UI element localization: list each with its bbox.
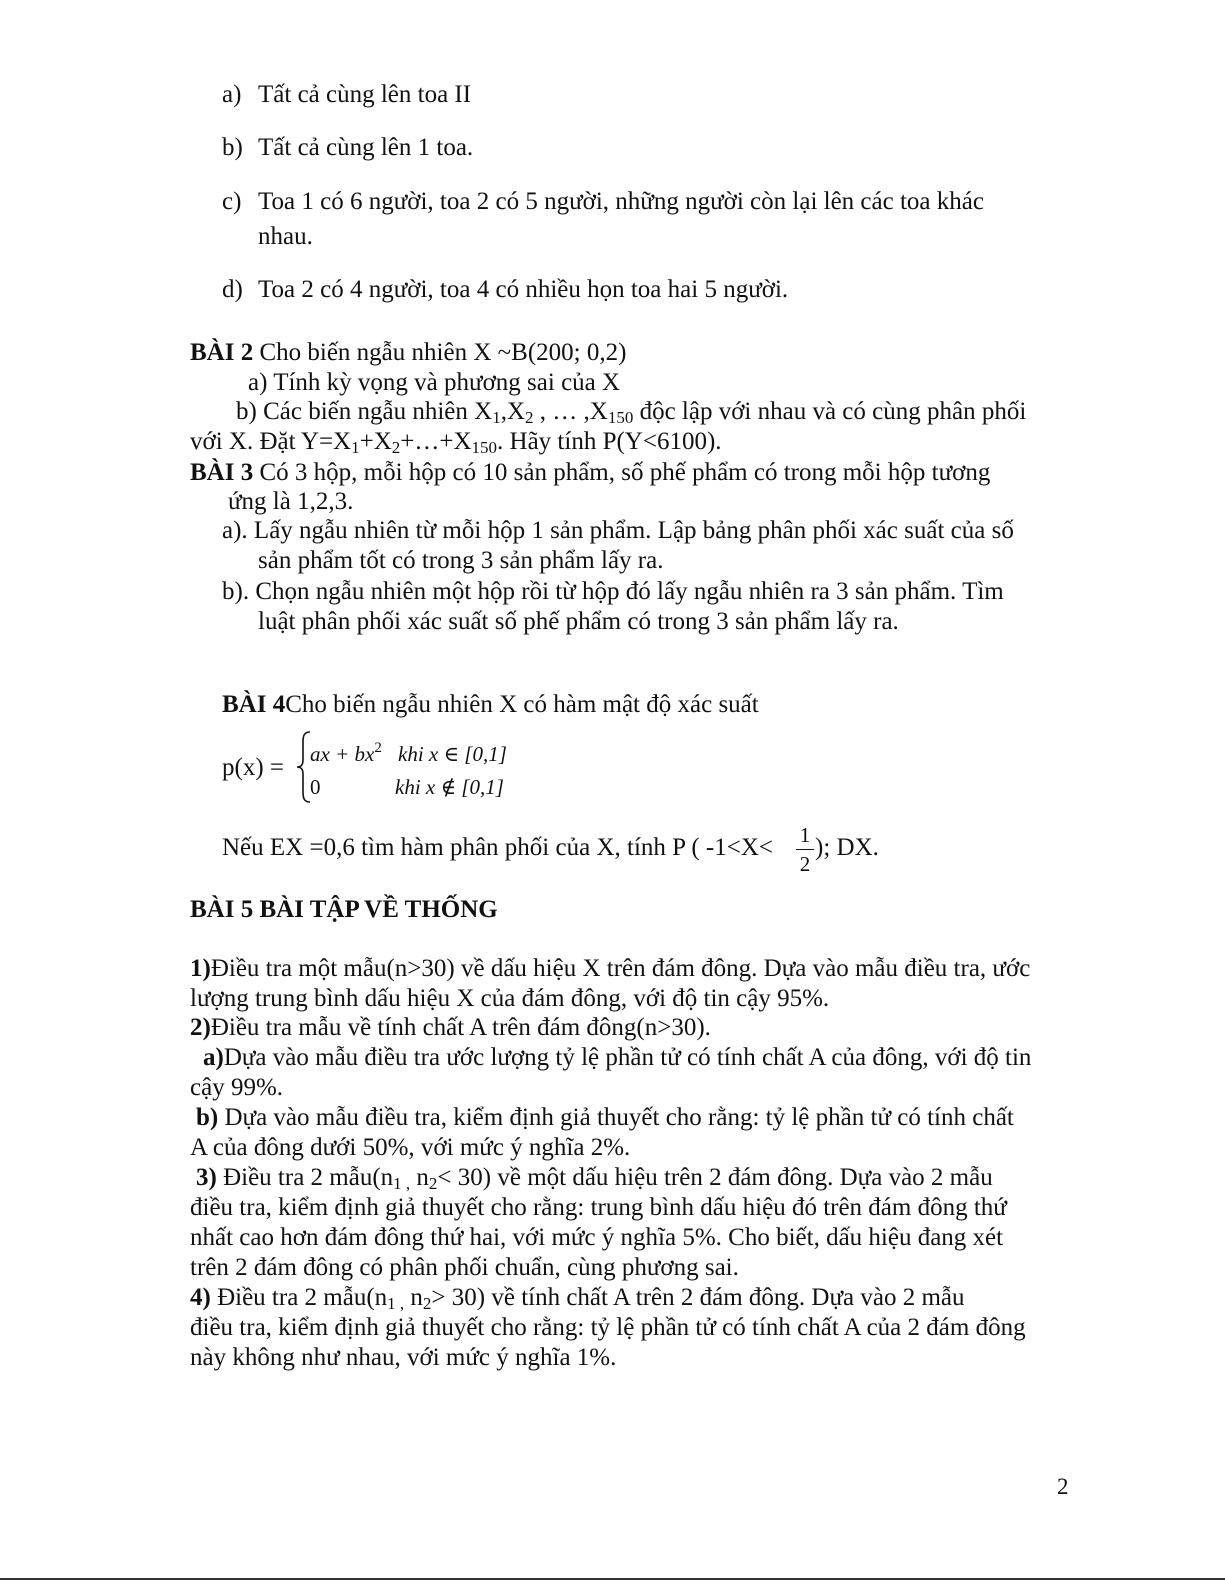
bai2-part-a: a) Tính kỳ vọng và phương sai của X (248, 369, 621, 396)
px-label: p(x) = (222, 754, 284, 781)
case1-condition: khi x ∈ [0,1] (398, 742, 507, 766)
bai2-part-b-line2: với X. Đặt $Y=X_1+X_2+\dots+X_{150}$. Hãy tính P(Y<6100). (190, 428, 722, 457)
bai4-question-part2: ); DX. (815, 834, 879, 861)
bai3-part-b-line1: b). Chọn ngẫu nhiên một hộp rồi từ hộp đó lấy ngẫu nhiên ra 3 sản phẩm. Tìm (222, 578, 1004, 605)
bai3-title-line: BÀI 3 Có 3 hộp, mỗi hộp có 10 sản phẩm, số phế phẩm có trong mỗi hộp tương (190, 459, 991, 486)
bai5-q3-line2: điều tra, kiểm định giả thuyết cho rằng: trung bình dấu hiệu đó trên đám đông thứ (190, 1194, 1007, 1221)
bai3-part-a-line2: sản phẩm tốt có trong 3 sản phẩm lấy ra. (258, 547, 664, 574)
bai5-q2-line1: 2)Điều tra mẫu về tính chất A trên đám đông(n>30). (190, 1014, 711, 1041)
bai5-q3-line1: 3) Điều tra 2 $mẫu(n_{1 ,}$ $n_2< 30$) về một dấu hiệu trên 2 đám đông. Dựa vào 2 mẫu (196, 1164, 993, 1193)
bai3-heading: BÀI 3 (190, 459, 254, 486)
item-marker: a) (222, 81, 242, 108)
item-marker: d) (222, 276, 243, 303)
bai2-part-b-line1: b) Các biến ngẫu nhiên $X_1,X_2$ , … $,X_{150}$ độc lập với nhau và có cùng phân phối (236, 398, 1027, 427)
case1: ax + $bx^2$ (310, 740, 382, 766)
item-text: Toa 2 có 4 người, toa 4 có nhiều họn toa hai 5 người. (258, 276, 789, 303)
bai2-heading: BÀI 2 (190, 339, 254, 366)
case2-condition: khi x ∉ [0,1] (395, 775, 504, 799)
bai3-part-a-line1: a). Lấy ngẫu nhiên từ mỗi hộp 1 sản phẩm. Lập bảng phân phối xác suất của số (222, 517, 1014, 544)
bai5-q2a-line1: a)Dựa vào mẫu điều tra ước lượng tỷ lệ phần tử có tính chất A của đông, với độ tin (203, 1044, 1032, 1071)
item-text: Tất cả cùng lên 1 toa. (258, 134, 474, 161)
bai4-heading: BÀI 4 (222, 691, 286, 718)
item-text: nhau. (258, 223, 313, 250)
bai5-q2b-line1: b) Dựa vào mẫu điều tra, kiểm định giả thuyết cho rằng: tỷ lệ phần tử có tính chất (196, 1104, 1014, 1131)
case2: 0 (310, 775, 321, 799)
fraction-one-half (796, 824, 814, 875)
bai5-q3-line4: trên 2 đám đông có phân phối chuẩn, cùng phương sai. (190, 1254, 739, 1281)
bai5-heading: BÀI 5 BÀI TẬP VỀ THỐNG (190, 896, 498, 923)
page-number: 2 (1057, 1474, 1069, 1499)
bai5-q2b-line2: A của đông dưới 50%, với mức ý nghĩa 2%. (190, 1134, 631, 1161)
bai5-q1-line2: lượng trung bình dấu hiệu X của đám đông, với độ tin cậy 95%. (190, 985, 830, 1012)
frac-denominator: 2 (799, 852, 811, 876)
bai5-q4-line1: 4) Điều tra 2 $mẫu(n_{1 ,}$ $n_2> 30$) về tính chất A trên 2 đám đông. Dựa vào 2 mẫu (190, 1284, 965, 1313)
bai2-intro: Cho biến ngẫu nhiên X ~B(200; 0,2) (253, 339, 627, 366)
bai5-q3-line3: nhất cao hơn đám đông thứ hai, với mức ý nghĩa 5%. Cho biết, dấu hiệu đang xét (190, 1224, 1004, 1251)
bai4-question-part1: Nếu EX =0,6 tìm hàm phân phối của X, tính P ( -1<X< (222, 834, 774, 861)
item-text: Toa 1 có 6 người, toa 2 có 5 người, những người còn lại lên các toa khác (258, 188, 984, 215)
bai5-q4-line3: này không như nhau, với mức ý nghĩa 1%. (190, 1344, 617, 1371)
bai3-line2: ứng là 1,2,3. (228, 488, 354, 515)
item-text: Tất cả cùng lên toa II (258, 81, 472, 108)
bai5-q4-line2: điều tra, kiểm định giả thuyết cho rằng: tỷ lệ phần tử có tính chất A của 2 đám đông (190, 1314, 1026, 1341)
item-marker: b) (222, 134, 243, 161)
bottom-divider (0, 1578, 1225, 1580)
bai2-title-line (190, 338, 626, 368)
bai5-q1-line1: 1)Điều tra một mẫu(n>30) về dấu hiệu X trên đám đông. Dựa vào mẫu điều tra, ước (190, 955, 1031, 982)
bai5-q2a-line2: cậy 99%. (190, 1074, 284, 1101)
item-marker: c) (222, 188, 242, 215)
bai4-title-line: BÀI 4Cho biến ngẫu nhiên X có hàm mật độ xác suất (222, 691, 759, 718)
frac-numerator: 1 (799, 823, 811, 847)
bai3-part-b-line2: luật phân phối xác suất số phế phẩm có trong 3 sản phẩm lấy ra. (258, 608, 899, 635)
